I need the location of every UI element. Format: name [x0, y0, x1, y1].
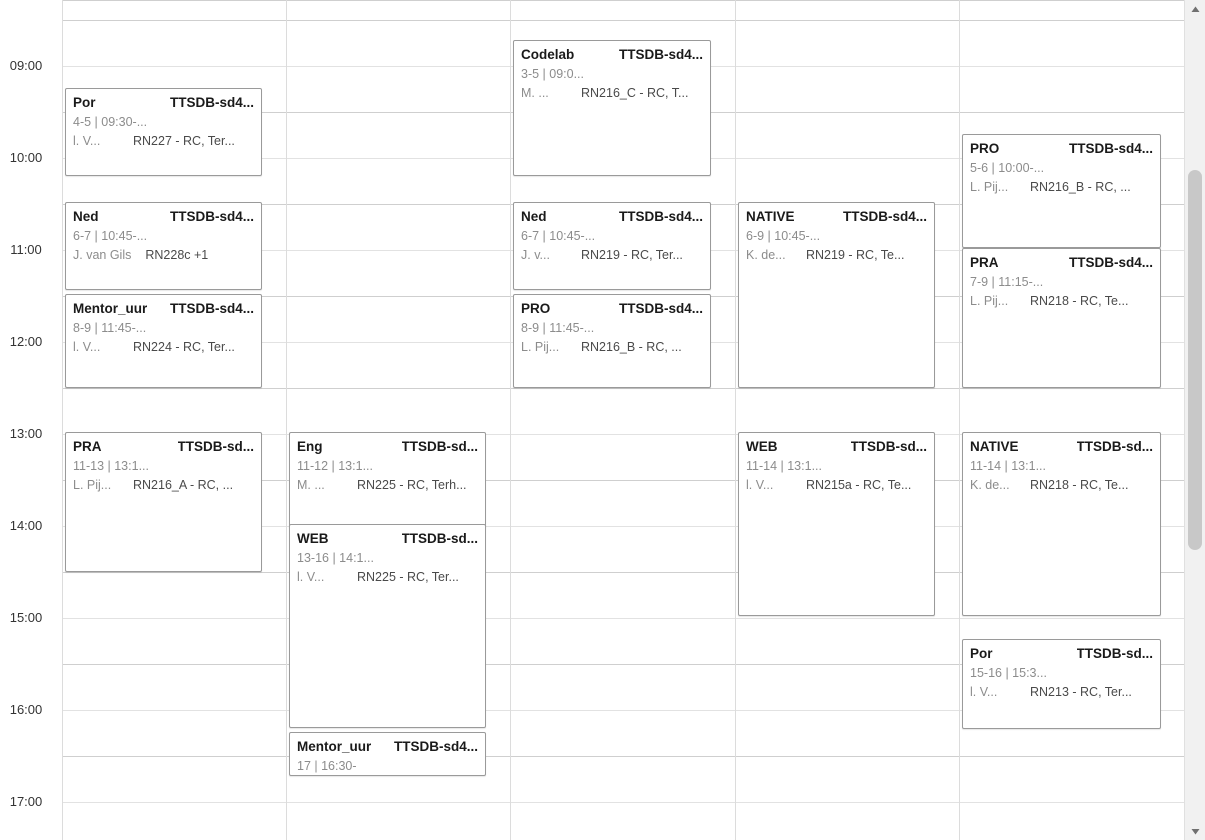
event-teacher: l. V...	[73, 340, 101, 354]
event-header	[73, 301, 254, 317]
event-details	[73, 477, 254, 493]
event-meta: 6-7 | 10:45-...	[521, 229, 596, 243]
event-code: TTSDB-sd4...	[1068, 141, 1153, 156]
event-room: RN215a - RC, Te...	[806, 478, 912, 492]
event-header	[746, 209, 927, 225]
event-details	[297, 569, 478, 585]
event-room: RN228c +1	[145, 248, 209, 262]
event-title: PRO	[970, 141, 1000, 156]
calendar-event[interactable]	[962, 134, 1161, 248]
column-divider	[286, 0, 287, 840]
event-details	[970, 477, 1153, 493]
event-header	[73, 209, 254, 225]
time-label: 12:00	[9, 334, 43, 349]
event-code: TTSDB-sd4...	[393, 739, 478, 754]
event-details	[73, 247, 254, 263]
event-teacher: l. V...	[297, 570, 325, 584]
event-code: TTSDB-sd4...	[618, 47, 703, 62]
event-title: Ned	[73, 209, 99, 224]
event-details	[970, 179, 1153, 195]
time-label: 16:00	[9, 702, 43, 717]
event-code: TTSDB-sd...	[850, 439, 927, 454]
event-room: RN216_A - RC, ...	[133, 478, 234, 492]
event-title: Mentor_uur	[297, 739, 372, 754]
hour-gridline	[62, 0, 1185, 1]
event-header	[970, 439, 1153, 455]
event-teacher: L. Pij...	[521, 340, 560, 354]
time-label: 10:00	[9, 150, 43, 165]
event-teacher: l. V...	[746, 478, 774, 492]
event-title: NATIVE	[970, 439, 1019, 454]
calendar-event[interactable]	[65, 88, 262, 176]
event-meta: 11-14 | 13:1...	[746, 459, 822, 473]
event-header	[970, 141, 1153, 157]
event-meta: 8-9 | 11:45-...	[73, 321, 147, 335]
event-code: TTSDB-sd...	[401, 439, 478, 454]
event-room: RN216_B - RC, ...	[581, 340, 682, 354]
event-teacher: L. Pij...	[73, 478, 112, 492]
event-room: RN219 - RC, Te...	[806, 248, 905, 262]
scroll-up-button[interactable]	[1185, 0, 1205, 18]
time-label: 09:00	[9, 58, 43, 73]
vertical-scrollbar[interactable]	[1184, 0, 1205, 840]
calendar-event[interactable]	[289, 432, 486, 528]
event-title: Codelab	[521, 47, 575, 62]
time-label: 17:00	[9, 794, 43, 809]
event-header	[970, 255, 1153, 271]
calendar-event[interactable]	[962, 639, 1161, 729]
event-title: WEB	[297, 531, 329, 546]
event-room: RN224 - RC, Ter...	[133, 340, 235, 354]
event-code: TTSDB-sd4...	[618, 209, 703, 224]
event-header	[297, 739, 478, 755]
event-room: RN213 - RC, Ter...	[1030, 685, 1132, 699]
calendar-event[interactable]	[289, 524, 486, 728]
event-header	[746, 439, 927, 455]
event-room: RN218 - RC, Te...	[1030, 478, 1129, 492]
event-meta: 6-7 | 10:45-...	[73, 229, 148, 243]
calendar-event[interactable]	[962, 432, 1161, 616]
event-title: NATIVE	[746, 209, 795, 224]
column-divider	[735, 0, 736, 840]
event-title: PRA	[73, 439, 102, 454]
event-meta: 3-5 | 09:0...	[521, 67, 585, 81]
scroll-down-button[interactable]	[1185, 822, 1205, 840]
event-title: Ned	[521, 209, 547, 224]
event-teacher: K. de...	[746, 248, 786, 262]
event-meta: 8-9 | 11:45-...	[521, 321, 595, 335]
event-meta: 5-6 | 10:00-...	[970, 161, 1045, 175]
event-room: RN225 - RC, Ter...	[357, 570, 459, 584]
event-code: TTSDB-sd4...	[169, 301, 254, 316]
event-meta: 7-9 | 11:15-...	[970, 275, 1044, 289]
event-code: TTSDB-sd...	[177, 439, 254, 454]
event-details	[521, 247, 703, 263]
event-room: RN218 - RC, Te...	[1030, 294, 1129, 308]
calendar-event[interactable]	[738, 202, 935, 388]
event-details	[970, 293, 1153, 309]
calendar-event[interactable]	[289, 732, 486, 776]
event-teacher: L. Pij...	[970, 294, 1009, 308]
event-room: RN216_B - RC, ...	[1030, 180, 1131, 194]
event-room: RN216_C - RC, T...	[581, 86, 689, 100]
event-meta: 11-12 | 13:1...	[297, 459, 373, 473]
event-room: RN219 - RC, Ter...	[581, 248, 683, 262]
hour-gridline	[62, 388, 1185, 389]
event-meta: 11-13 | 13:1...	[73, 459, 149, 473]
event-teacher: l. V...	[73, 134, 101, 148]
event-teacher: M. ...	[297, 478, 325, 492]
event-teacher: M. ...	[521, 86, 549, 100]
event-code: TTSDB-sd...	[401, 531, 478, 546]
half-hour-gridline	[62, 802, 1185, 803]
calendar-event[interactable]	[738, 432, 935, 616]
time-label: 15:00	[9, 610, 43, 625]
event-code: TTSDB-sd4...	[169, 95, 254, 110]
time-label: 14:00	[9, 518, 43, 533]
event-title: PRA	[970, 255, 999, 270]
time-label: 13:00	[9, 426, 43, 441]
calendar-event[interactable]	[513, 294, 711, 388]
event-details	[297, 477, 478, 493]
event-meta: 6-9 | 10:45-...	[746, 229, 821, 243]
event-teacher: K. de...	[970, 478, 1010, 492]
event-title: Por	[970, 646, 993, 661]
calendar-event[interactable]	[65, 432, 262, 572]
event-code: TTSDB-sd4...	[842, 209, 927, 224]
event-code: TTSDB-sd...	[1076, 439, 1153, 454]
event-teacher: L. Pij...	[970, 180, 1009, 194]
column-divider	[510, 0, 511, 840]
event-header	[521, 209, 703, 225]
event-details	[746, 477, 927, 493]
event-title: Por	[73, 95, 96, 110]
calendar-event[interactable]	[513, 202, 711, 290]
event-title: PRO	[521, 301, 551, 316]
column-divider	[959, 0, 960, 840]
calendar-event[interactable]	[513, 40, 711, 176]
event-code: TTSDB-sd4...	[1068, 255, 1153, 270]
column-divider	[62, 0, 63, 840]
event-title: Mentor_uur	[73, 301, 148, 316]
event-title: Eng	[297, 439, 323, 454]
event-details	[746, 247, 927, 263]
event-header	[521, 301, 703, 317]
event-title: WEB	[746, 439, 778, 454]
time-label: 11:00	[10, 242, 42, 257]
event-header	[73, 95, 254, 111]
hour-gridline	[62, 20, 1185, 21]
event-meta: 17 | 16:30-	[297, 759, 357, 773]
event-teacher: l. V...	[970, 685, 998, 699]
event-room: RN227 - RC, Ter...	[133, 134, 235, 148]
event-meta: 4-5 | 09:30-...	[73, 115, 148, 129]
event-details	[521, 85, 703, 101]
event-teacher: J. v...	[521, 248, 550, 262]
event-meta: 13-16 | 14:1...	[297, 551, 374, 565]
hour-gridline	[62, 756, 1185, 757]
event-meta: 11-14 | 13:1...	[970, 459, 1046, 473]
event-code: TTSDB-sd...	[1076, 646, 1153, 661]
event-header	[970, 646, 1153, 662]
event-code: TTSDB-sd4...	[618, 301, 703, 316]
event-details	[521, 339, 703, 355]
event-details	[73, 133, 254, 149]
half-hour-gridline	[62, 618, 1185, 619]
calendar-event[interactable]	[65, 294, 262, 388]
scrollbar-thumb[interactable]	[1188, 170, 1202, 550]
event-details	[73, 339, 254, 355]
event-header	[521, 47, 703, 63]
event-code: TTSDB-sd4...	[169, 209, 254, 224]
event-header	[297, 439, 478, 455]
calendar-event[interactable]	[962, 248, 1161, 388]
event-teacher: J. van Gils	[73, 248, 132, 262]
event-header	[297, 531, 478, 547]
event-meta: 15-16 | 15:3...	[970, 666, 1047, 680]
event-details	[970, 684, 1153, 700]
event-room: RN225 - RC, Terh...	[357, 478, 467, 492]
event-header	[73, 439, 254, 455]
calendar-event[interactable]	[65, 202, 262, 290]
